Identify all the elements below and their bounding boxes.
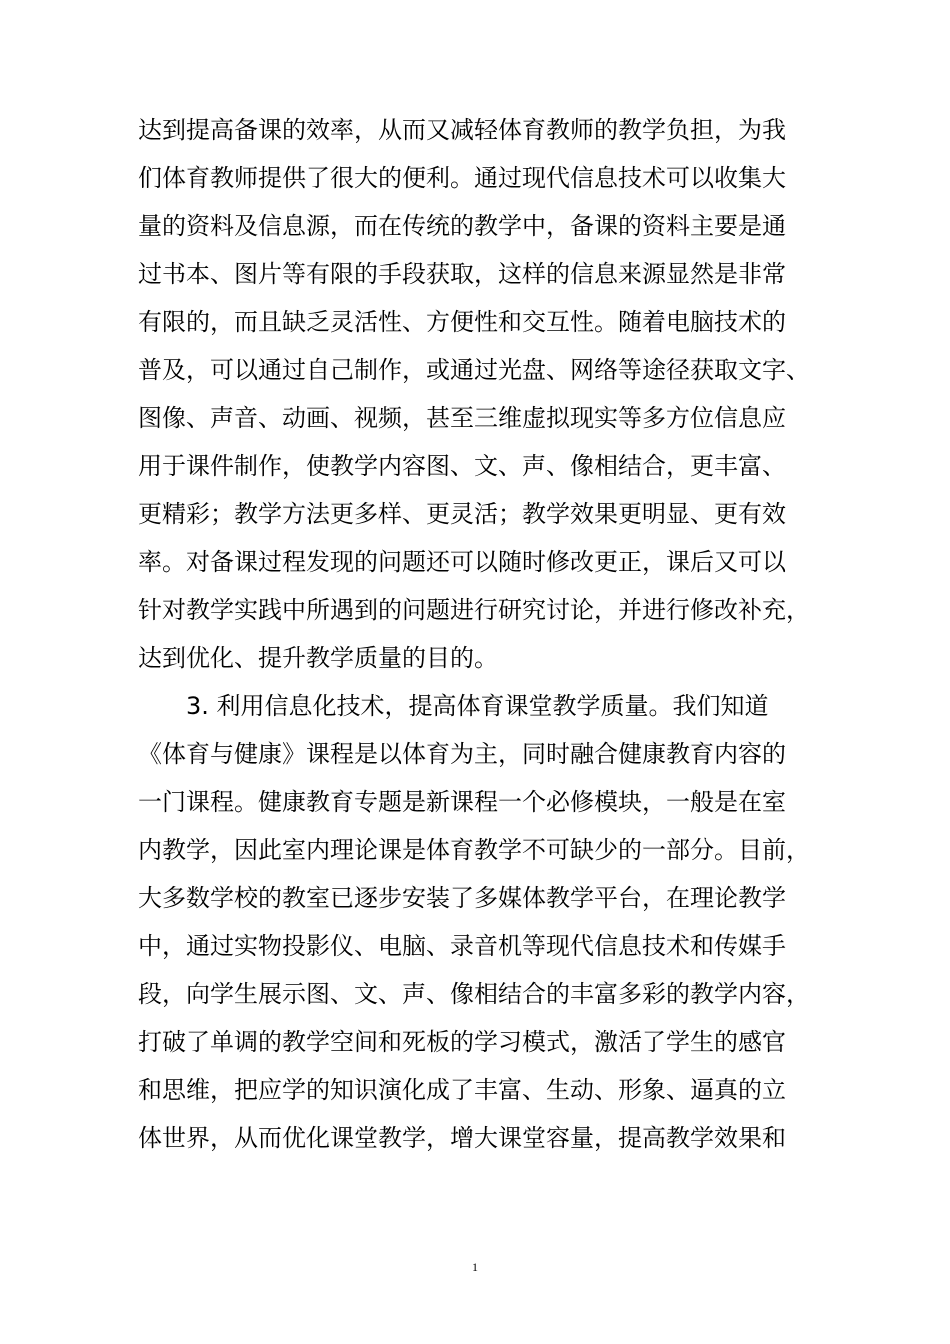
text-line: 段，向学生展示图、文、声、像相结合的丰富多彩的教学内容， (138, 980, 810, 1008)
text-line: 更精彩；教学方法更多样、更灵活；教学效果更明显、更有效 (138, 500, 786, 528)
text-line: 打破了单调的教学空间和死板的学习模式，激活了学生的感官 (138, 1028, 786, 1056)
text-line: 中，通过实物投影仪、电脑、录音机等现代信息技术和传媒手 (138, 932, 786, 960)
text-line: 量的资料及信息源，而在传统的教学中，备课的资料主要是通 (138, 212, 786, 240)
body-text (138, 106, 818, 1162)
text-line: 针对教学实践中所遇到的问题进行研究讨论，并进行修改补充， (138, 596, 810, 624)
paragraph-start-line: 3. 利用信息化技术，提高体育课堂教学质量。我们知道 (186, 692, 769, 720)
text-line: 普及，可以通过自己制作，或通过光盘、网络等途径获取文字、 (138, 356, 810, 384)
text-line: 图像、声音、动画、视频，甚至三维虚拟现实等多方位信息应 (138, 404, 786, 432)
text-line: 大多数学校的教室已逐步安装了多媒体教学平台，在理论教学 (138, 884, 786, 912)
text-line: 达到提高备课的效率，从而又减轻体育教师的教学负担，为我 (138, 116, 786, 144)
text-line: 内教学，因此室内理论课是体育教学不可缺少的一部分。目前， (138, 836, 810, 864)
text-line: 《体育与健康》课程是以体育为主，同时融合健康教育内容的 (138, 740, 786, 768)
text-line: 一门课程。健康教育专题是新课程一个必修模块，一般是在室 (138, 788, 786, 816)
text-line: 过书本、图片等有限的手段获取，这样的信息来源显然是非常 (138, 260, 786, 288)
text-line: 体世界，从而优化课堂教学，增大课堂容量，提高教学效果和 (138, 1124, 786, 1152)
text-line: 和思维，把应学的知识演化成了丰富、生动、形象、逼真的立 (138, 1076, 786, 1104)
text-line: 有限的，而且缺乏灵活性、方便性和交互性。随着电脑技术的 (138, 308, 786, 336)
text-line: 用于课件制作，使教学内容图、文、声、像相结合，更丰富、 (138, 452, 786, 480)
page-number: 1 (472, 1260, 478, 1274)
text-line: 们体育教师提供了很大的便利。通过现代信息技术可以收集大 (138, 164, 786, 192)
text-line: 达到优化、提升教学质量的目的。 (138, 644, 498, 672)
text-line: 率。对备课过程发现的问题还可以随时修改更正，课后又可以 (138, 548, 786, 576)
